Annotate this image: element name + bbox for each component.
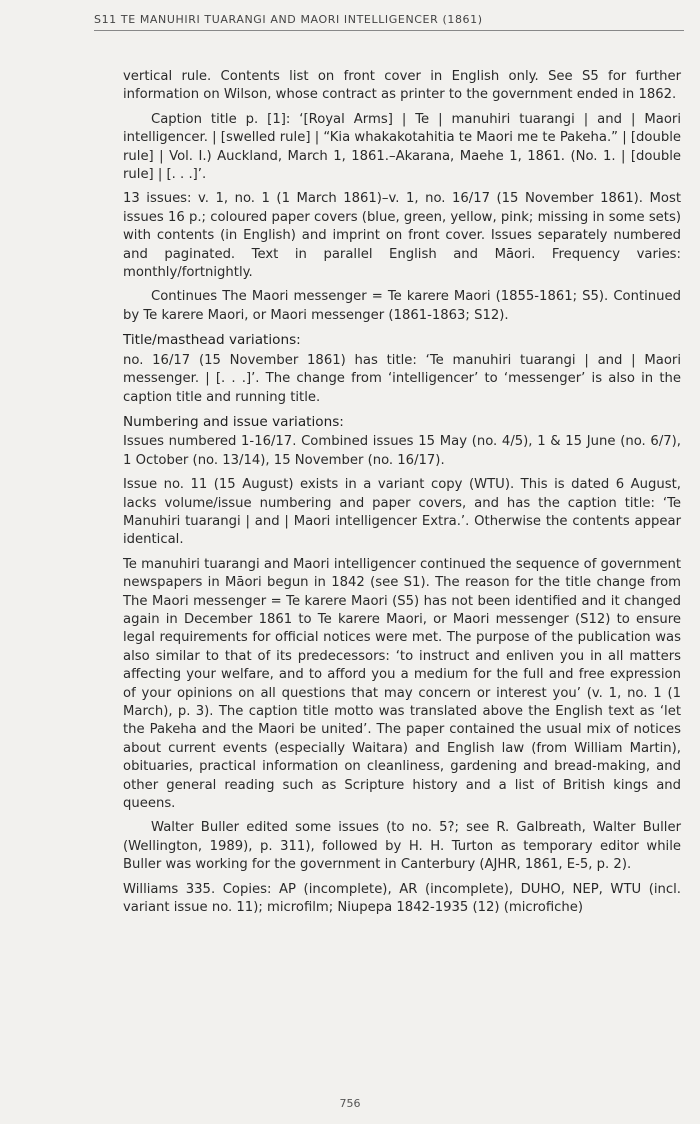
section-heading: Title/masthead variations: (123, 332, 301, 349)
paragraph: Issue no. 11 (15 August) exists in a variant copy (WTU). This is dated 6 August, lacks volume/issue numbering and paper covers, and has the caption title: ‘Te Manuhiri tuarangi | and | Maori intelligencer Extra.’. Otherwise the contents appear identical. (123, 477, 681, 548)
paragraph: vertical rule. Contents list on front cover in English only. See S5 for further information on Wilson, whose contract as printer to the government ended in 1862. (123, 69, 681, 103)
page-number: 756 (339, 1097, 361, 1110)
paragraph: Continues The Maori messenger = Te karere Maori (1855-1861; S5). Continued by Te karere Maori, or Maori messenger (1861-1863; S12). (123, 289, 681, 323)
section-heading: Numbering and issue variations: (123, 413, 344, 430)
paragraph: no. 16/17 (15 November 1861) has title: ‘Te manuhiri tuarangi | and | Maori messenger. | [. . .]’. The change from ‘intelligencer’ to ‘messenger’ is also in the caption title and running title. (123, 352, 681, 405)
paragraph: Caption title p. [1]: ‘[Royal Arms] | Te | manuhiri tuarangi | and | Maori intelligencer. | [swelled rule] | “Kia whakakotahitia te Maori me te Pakeha.” | [double rule] | Vol. I.) Auckland, March 1, 1861.–Akarana, Maehe 1, 1861. (No. 1. | [double rule] | [. . .]’. (123, 111, 681, 183)
paragraph: Williams 335. Copies: AP (incomplete), AR (incomplete), DUHO, NEP, WTU (incl. variant issue no. 11); microfilm; Niupepa 1842-1935 (12) (microfiche) (123, 881, 681, 916)
paragraph: Issues numbered 1-16/17. Combined issues 15 May (no. 4/5), 1 & 15 June (no. 6/7), 1 October (no. 13/14), 15 November (no. 16/17). (123, 434, 681, 468)
running-header: S11 TE MANUHIRI TUARANGI AND MAORI INTELLIGENCER (1861) (94, 13, 684, 31)
paragraph: 13 issues: v. 1, no. 1 (1 March 1861)–v. 1, no. 16/17 (15 November 1861). Most issues 16 p.; coloured paper covers (blue, green, yellow, pink; missing in some sets) with contents (in English) and imprint on front cover. Issues separately numbered and paginated. Text in parallel English and Māori. Frequency varies: monthly/fortnightly. (123, 191, 681, 281)
paragraph: Te manuhiri tuarangi and Maori intelligencer continued the sequence of government newspapers in Māori begun in 1842 (see S1). The reason for the title change from The Maori messenger = Te karere Maori (S5) has not been identified and it changed again in December 1861 to Te karere Maori, or Maori messenger (S12) to ensure legal requirements for official notices were met. The purpose of the publication was also similar to that of its predecessors: ‘to instruct and enliven you in all matters affecting your welfare, and to afford you a medium for the full and free expression of your opinions on all questions that may concern or interest you’ (v. 1, no. 1 (1 March), p. 3). The caption title motto was translated above the English text as ‘let the Pakeha and the Maori be united’. The paper contained the usual mix of notices about current events (especially Waitara) and English law (from William Martin), obituaries, practical information on cleanliness, gardening and bread-making, and other general reading such as Scripture history and a list of British kings and queens. (123, 556, 681, 812)
page-body (123, 68, 681, 923)
paragraph: Walter Buller edited some issues (to no. 5?; see R. Galbreath, Walter Buller (Wellington, 1989), p. 311), followed by H. H. Turton as temporary editor while Buller was working for the government in Canterbury (AJHR, 1861, E-5, p. 2). (123, 820, 681, 873)
